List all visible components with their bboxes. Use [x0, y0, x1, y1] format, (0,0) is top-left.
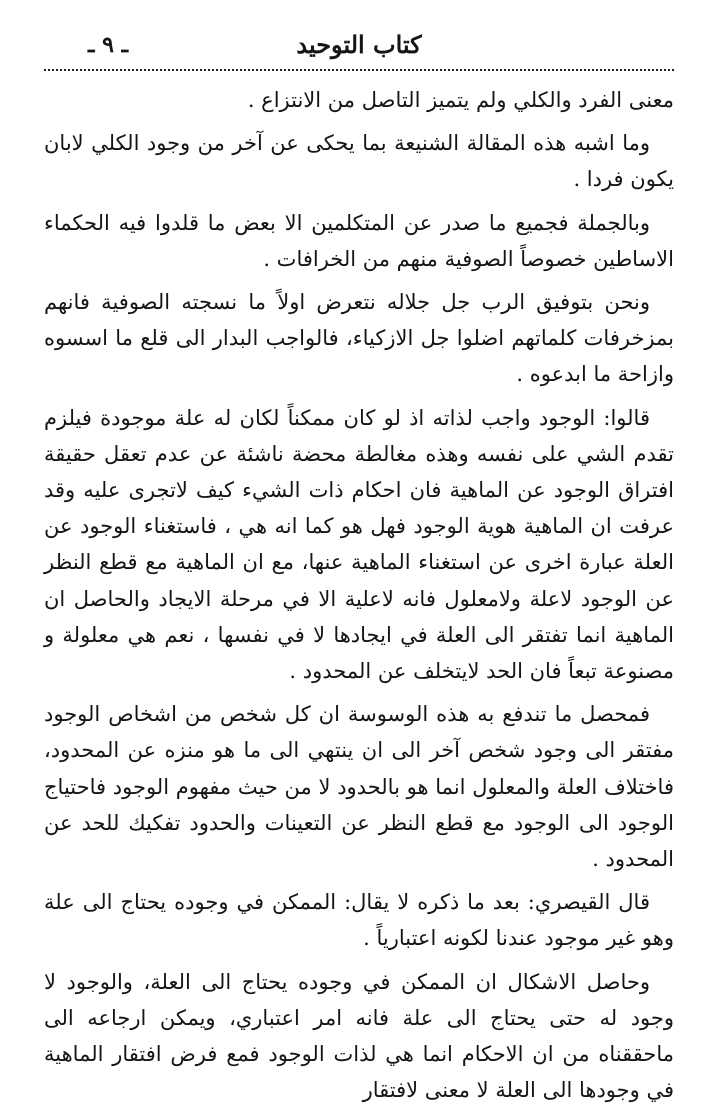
- arabic-body-text: [44, 82, 674, 1108]
- paragraph: ونحن بتوفيق الرب جل جلاله نتعرض اولاً ما نسجته الصوفية فانهم بمزخرفات كلماتهم اضلوا جل الازكياء، فالواجب البدار الى قلع ما اسسوه وازاحة ما ابدعوه .: [44, 290, 674, 387]
- header-divider: [44, 69, 674, 71]
- paragraph: فمحصل ما تندفع به هذه الوسوسة ان كل شخص من اشخاص الوجود مفتقر الى وجود شخص آخر الى ان ينتهي الى ما هو منزه عن المحدود، فاختلاف العلة والمعلول انما هو بالحدود لا من حيث مفهوم الوجود فاحتياج الوجود الى الوجود مع قطع النظر عن التعينات والحدود تفكيك للحد عن المحدود .: [44, 702, 674, 872]
- paragraph: معنى الفرد والكلي ولم يتميز التاصل من الانتزاع .: [247, 88, 674, 112]
- book-title: كتاب التوحيد: [296, 30, 422, 59]
- paragraph: وبالجملة فجميع ما صدر عن المتكلمين الا بعض ما قلدوا فيه الحكماء الاساطين خصوصاً الصوفية منهم من الخرافات .: [44, 210, 674, 271]
- page-number: ـ ٩ ـ: [88, 32, 129, 58]
- paragraph: وحاصل الاشكال ان الممكن في وجوده يحتاج الى العلة، والوجود لا وجود له حتى يحتاج الى علة فانه امر اعتباري، ويمكن ارجاعه الى ماحققناه من ان الاحكام انما هي لذات الوجود فمع فرض افتقار الماهية في وجودها الى العلة لا معنى لافتقار: [44, 969, 674, 1103]
- paragraph: قال القيصري: بعد ما ذكره لا يقال: الممكن في وجوده يحتاج الى علة وهو غير موجود عندنا لكونه اعتبارياً .: [44, 890, 674, 951]
- paragraph: قالوا: الوجود واجب لذاته اذ لو كان ممكناً لكان له علة موجودة فيلزم تقدم الشي على نفسه وهذه مغالطة محضة ناشئة عن عدم تعقل حقيقة افتراق الوجود عن الماهية فان احكام ذات الشيء كيف لاتجرى عليه وقد عرفت ان الماهية هوية الوجود فهل هو كما انه هي ، فاستغناء الوجود عن العلة عبارة اخرى عن استغناء الماهية عنها، مع ان الماهية مع قطع النظر عن الوجود لاعلة ولامعلول فانه لاعلية الا في مرحلة الايجاد والحاصل ان الماهية انما تفتقر الى العلة في ايجادها لا في نفسها ، نعم هي معلولة و مصنوعة تبعاً فان الحد لايتخلف عن المحدود .: [44, 405, 674, 684]
- page-header: [44, 28, 674, 68]
- paragraph: وما اشبه هذه المقالة الشنيعة بما يحكى عن آخر من وجود الكلي لابان يكون فردا .: [44, 131, 674, 192]
